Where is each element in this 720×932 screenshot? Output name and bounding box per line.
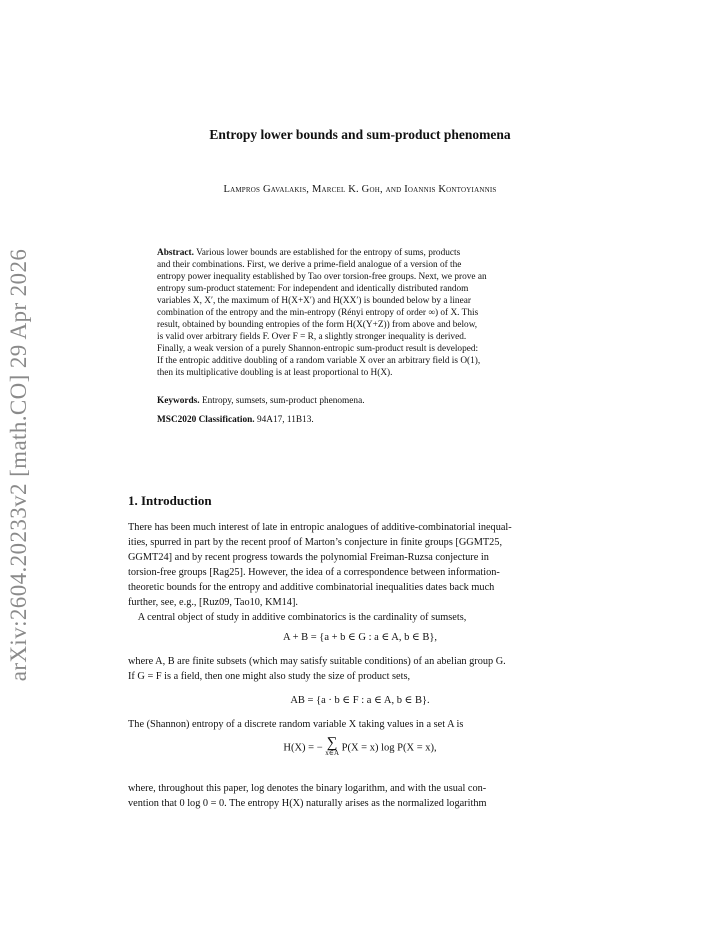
abstract-line: variables X, X′, the maximum of H(X+X′) and H(XX′) is bounded below by a linear: [157, 296, 471, 306]
abstract: [157, 247, 564, 379]
abstract-line: and their combinations. First, we derive a prime-field analogue of a version of the: [157, 260, 462, 270]
body-line: where, throughout this paper, log denotes the binary logarithm, and with the usual con-: [128, 783, 487, 794]
keywords: [157, 396, 365, 406]
body-line: theoretic bounds for the entropy and additive combinatorial inequalities dates back much: [128, 582, 495, 593]
author-list: Lampros Gavalakis, Marcel K. Goh, and Ioannis Kontoyiannis: [223, 184, 497, 195]
keywords-text: Entropy, sumsets, sum-product phenomena.: [201, 396, 365, 406]
msc-text: 94A17, 11B13.: [256, 415, 314, 425]
body-line: If G = F is a field, then one might also study the size of product sets,: [128, 671, 411, 682]
body-line: The (Shannon) entropy of a discrete random variable X taking values in a set A is: [128, 719, 464, 730]
sum-subscript: x∈A: [325, 749, 340, 757]
abstract-line: then its multiplicative doubling is at least proportional to H(X).: [157, 368, 393, 378]
body-line: torsion-free groups [Rag25]. However, the idea of a correspondence between information-: [128, 567, 500, 578]
equation-entropy: [128, 735, 592, 758]
body-line: where A, B are finite subsets (which may satisfy suitable conditions) of an abelian group G.: [128, 656, 506, 667]
body-line: vention that 0 log 0 = 0. The entropy H(X) naturally arises as the normalized logarithm: [128, 798, 487, 809]
intro-paragraph-3: [128, 717, 592, 732]
abstract-line: If the entropic additive doubling of a random variable X over an arbitrary field is O(1),: [157, 356, 481, 366]
msc-label: MSC2020 Classification.: [157, 415, 255, 425]
keywords-label: Keywords.: [157, 396, 200, 406]
abstract-line: is valid over arbitrary fields F. Over F = R, a slightly stronger inequality is derived.: [157, 332, 467, 342]
body-line: GGMT24] and by recent progress towards the polynomial Freiman-Ruzsa conjecture in: [128, 552, 489, 563]
abstract-line: entropy power inequality established by Tao over torsion-free groups. Next, we prove an: [157, 272, 487, 282]
entropy-rhs: P(X = x) log P(X = x),: [341, 742, 437, 754]
abstract-line: Abstract. Various lower bounds are established for the entropy of sums, products: [157, 248, 461, 258]
msc-classification: [157, 415, 314, 425]
abstract-line: combination of the entropy and the min-entropy (Rényi entropy of order ∞) of X. This: [157, 308, 479, 318]
body-line: A central object of study in additive combinatorics is the cardinality of sumsets,: [128, 612, 467, 623]
body-line: further, see, e.g., [Ruz09, Tao10, KM14].: [128, 597, 298, 608]
section-number: 1.: [128, 493, 138, 508]
abstract-line: Finally, a weak version of a purely Shannon-entropic sum-product result is developed:: [157, 344, 479, 354]
paper-title: Entropy lower bounds and sum-product phenomena: [209, 127, 511, 142]
equation-sumset: A + B = {a + b ∈ G : a ∈ A, b ∈ B},: [282, 632, 438, 643]
body-line: There has been much interest of late in entropic analogues of additive-combinatorial inequal-: [128, 522, 512, 533]
abstract-line: entropy sum-product statement: For independent and identically distributed random: [157, 284, 469, 294]
section-title: Introduction: [141, 493, 212, 508]
abstract-line: result, obtained by bounding entropies of the form H(X(Y+Z)) from above and below,: [157, 320, 478, 330]
intro-paragraph-4: [128, 781, 592, 811]
section-heading: [128, 493, 212, 509]
body-line: ities, spurred in part by the recent proof of Marton’s conjecture in finite groups [GGMT25,: [128, 537, 503, 548]
abstract-label: Abstract.: [157, 248, 194, 258]
equation-productset: AB = {a · b ∈ F : a ∈ A, b ∈ B}.: [290, 695, 430, 706]
arxiv-stamp: arXiv:2604.20233v2 [math.CO] 29 Apr 2026: [6, 248, 31, 682]
sum-symbol: ∑ x∈A: [325, 735, 340, 757]
entropy-lhs: H(X) = −: [283, 742, 323, 754]
intro-paragraph-1: [128, 520, 592, 625]
intro-paragraph-2: [128, 654, 592, 684]
